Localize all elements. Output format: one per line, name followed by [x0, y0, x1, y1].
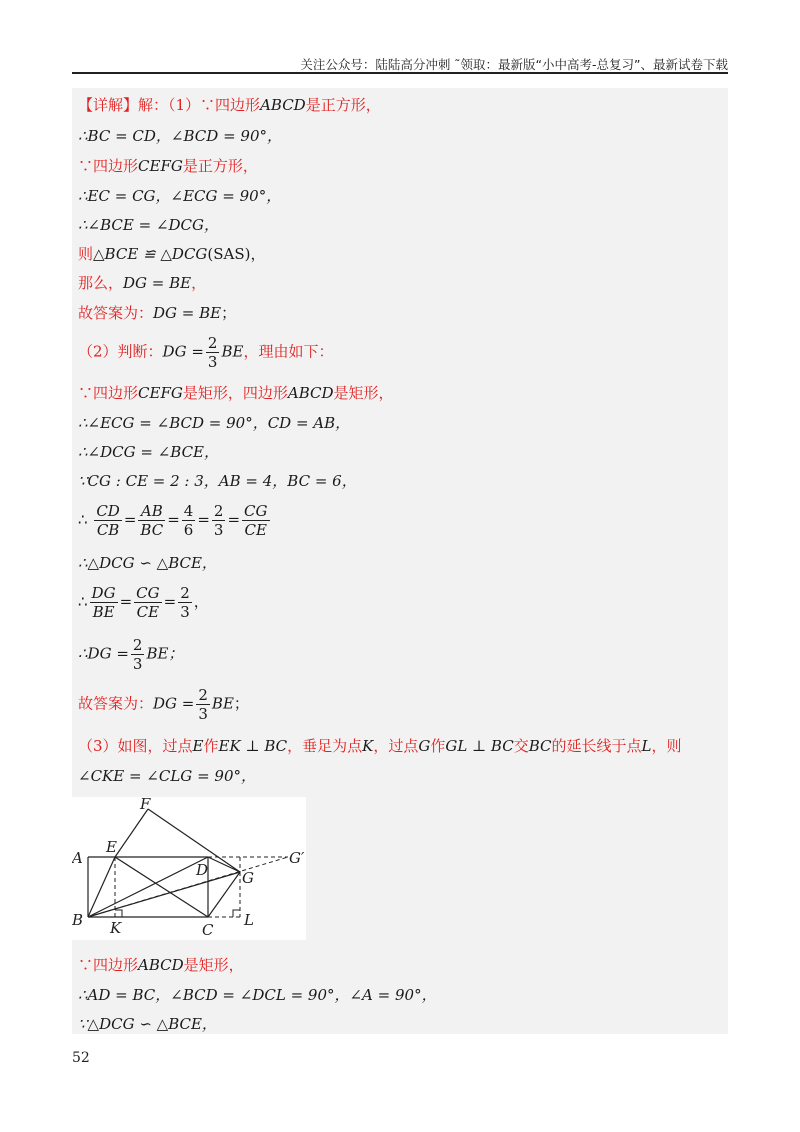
segment-dg	[208, 857, 240, 872]
segment-ef	[115, 809, 148, 857]
header-rule	[72, 72, 728, 74]
right-angle-k	[115, 910, 122, 917]
solution-line-23: ∵△DCG ∽ △BCE，	[78, 1015, 217, 1033]
solution-line-1: 【详解】解：（1）∵四边形ABCD是正方形，	[78, 96, 381, 114]
solution-line-7: 那么，DG = BE，	[78, 274, 207, 292]
solution-line-3: ∵四边形CEFG是正方形，	[78, 157, 258, 175]
solution-line-16: ∴ $\frac{DG}{BE}$ = $\frac{CG}{CE}$ = $\frac{2}{3}$ ，	[78, 584, 209, 621]
page-number: 52	[72, 1050, 90, 1066]
label-g-prime: G′	[289, 849, 305, 867]
solution-line-11: ∴∠ECG = ∠BCD = 90°，CD = AB，	[78, 414, 351, 432]
page-header: 关注公众号：陆陆高分冲刺 ˜领取：最新版“小中高考-总复习”、最新试卷下载	[300, 57, 728, 72]
solution-line-8: 故答案为：DG = BE；	[78, 304, 237, 322]
label-d: D	[196, 861, 209, 879]
solution-line-9: （2）判断：DG = $\frac{2}{3}$ BE，理由如下：	[78, 334, 334, 371]
label-c: C	[202, 921, 214, 939]
segment-fg	[148, 809, 240, 872]
solution-line-5: ∴∠BCE = ∠DCG，	[78, 216, 219, 234]
label-k: K	[110, 919, 122, 937]
solution-line-13: ∵CG : CE = 2 : 3，AB = 4，BC = 6，	[78, 472, 357, 490]
solution-line-22: ∴AD = BC，∠BCD = ∠DCL = 90°，∠A = 90°，	[78, 986, 437, 1004]
segment-be	[88, 857, 115, 917]
label-f: F	[140, 797, 151, 813]
solution-line-6: 则△BCE ≌ △DCG(SAS)，	[78, 245, 266, 263]
segment-ec	[115, 857, 208, 917]
geometry-diagram	[72, 797, 306, 940]
label-g: G	[242, 869, 254, 887]
detail-tag: 【详解】	[78, 96, 139, 114]
solution-line-21: ∵四边形ABCD是矩形，	[78, 956, 244, 974]
solution-line-10: ∵四边形CEFG是矩形，四边形ABCD是矩形，	[78, 384, 394, 402]
label-e: E	[106, 838, 117, 856]
solution-line-18: 故答案为：DG = $\frac{2}{3}$ BE；	[78, 686, 249, 723]
solution-line-4: ∴EC = CG，∠ECG = 90°，	[78, 187, 282, 205]
label-b: B	[72, 911, 84, 929]
solution-line-19: （3）如图，过点E作EK ⊥ BC，垂足为点K，过点G作GL ⊥ BC交BC的延长线于点L，则	[78, 737, 682, 755]
solution-line-15: ∴△DCG ∽ △BCE，	[78, 554, 217, 572]
right-angle-l	[233, 910, 240, 917]
label-a: A	[72, 849, 83, 867]
label-l: L	[244, 911, 254, 929]
solution-line-17: ∴DG = $\frac{2}{3}$ BE；	[78, 636, 184, 673]
solution-line-12: ∴∠DCG = ∠BCE，	[78, 443, 219, 461]
solution-line-14: ∴ $\frac{CD}{CB}$ = $\frac{AB}{BC}$ = $\frac{4}{6}$ = $\frac{2}{3}$ = $\frac{CG}{CE}$	[78, 502, 268, 539]
solution-line-2: ∴BC = CD，∠BCD = 90°，	[78, 127, 282, 145]
solution-line-20: ∠CKE = ∠CLG = 90°，	[78, 767, 256, 785]
geometry-figure	[72, 797, 306, 940]
